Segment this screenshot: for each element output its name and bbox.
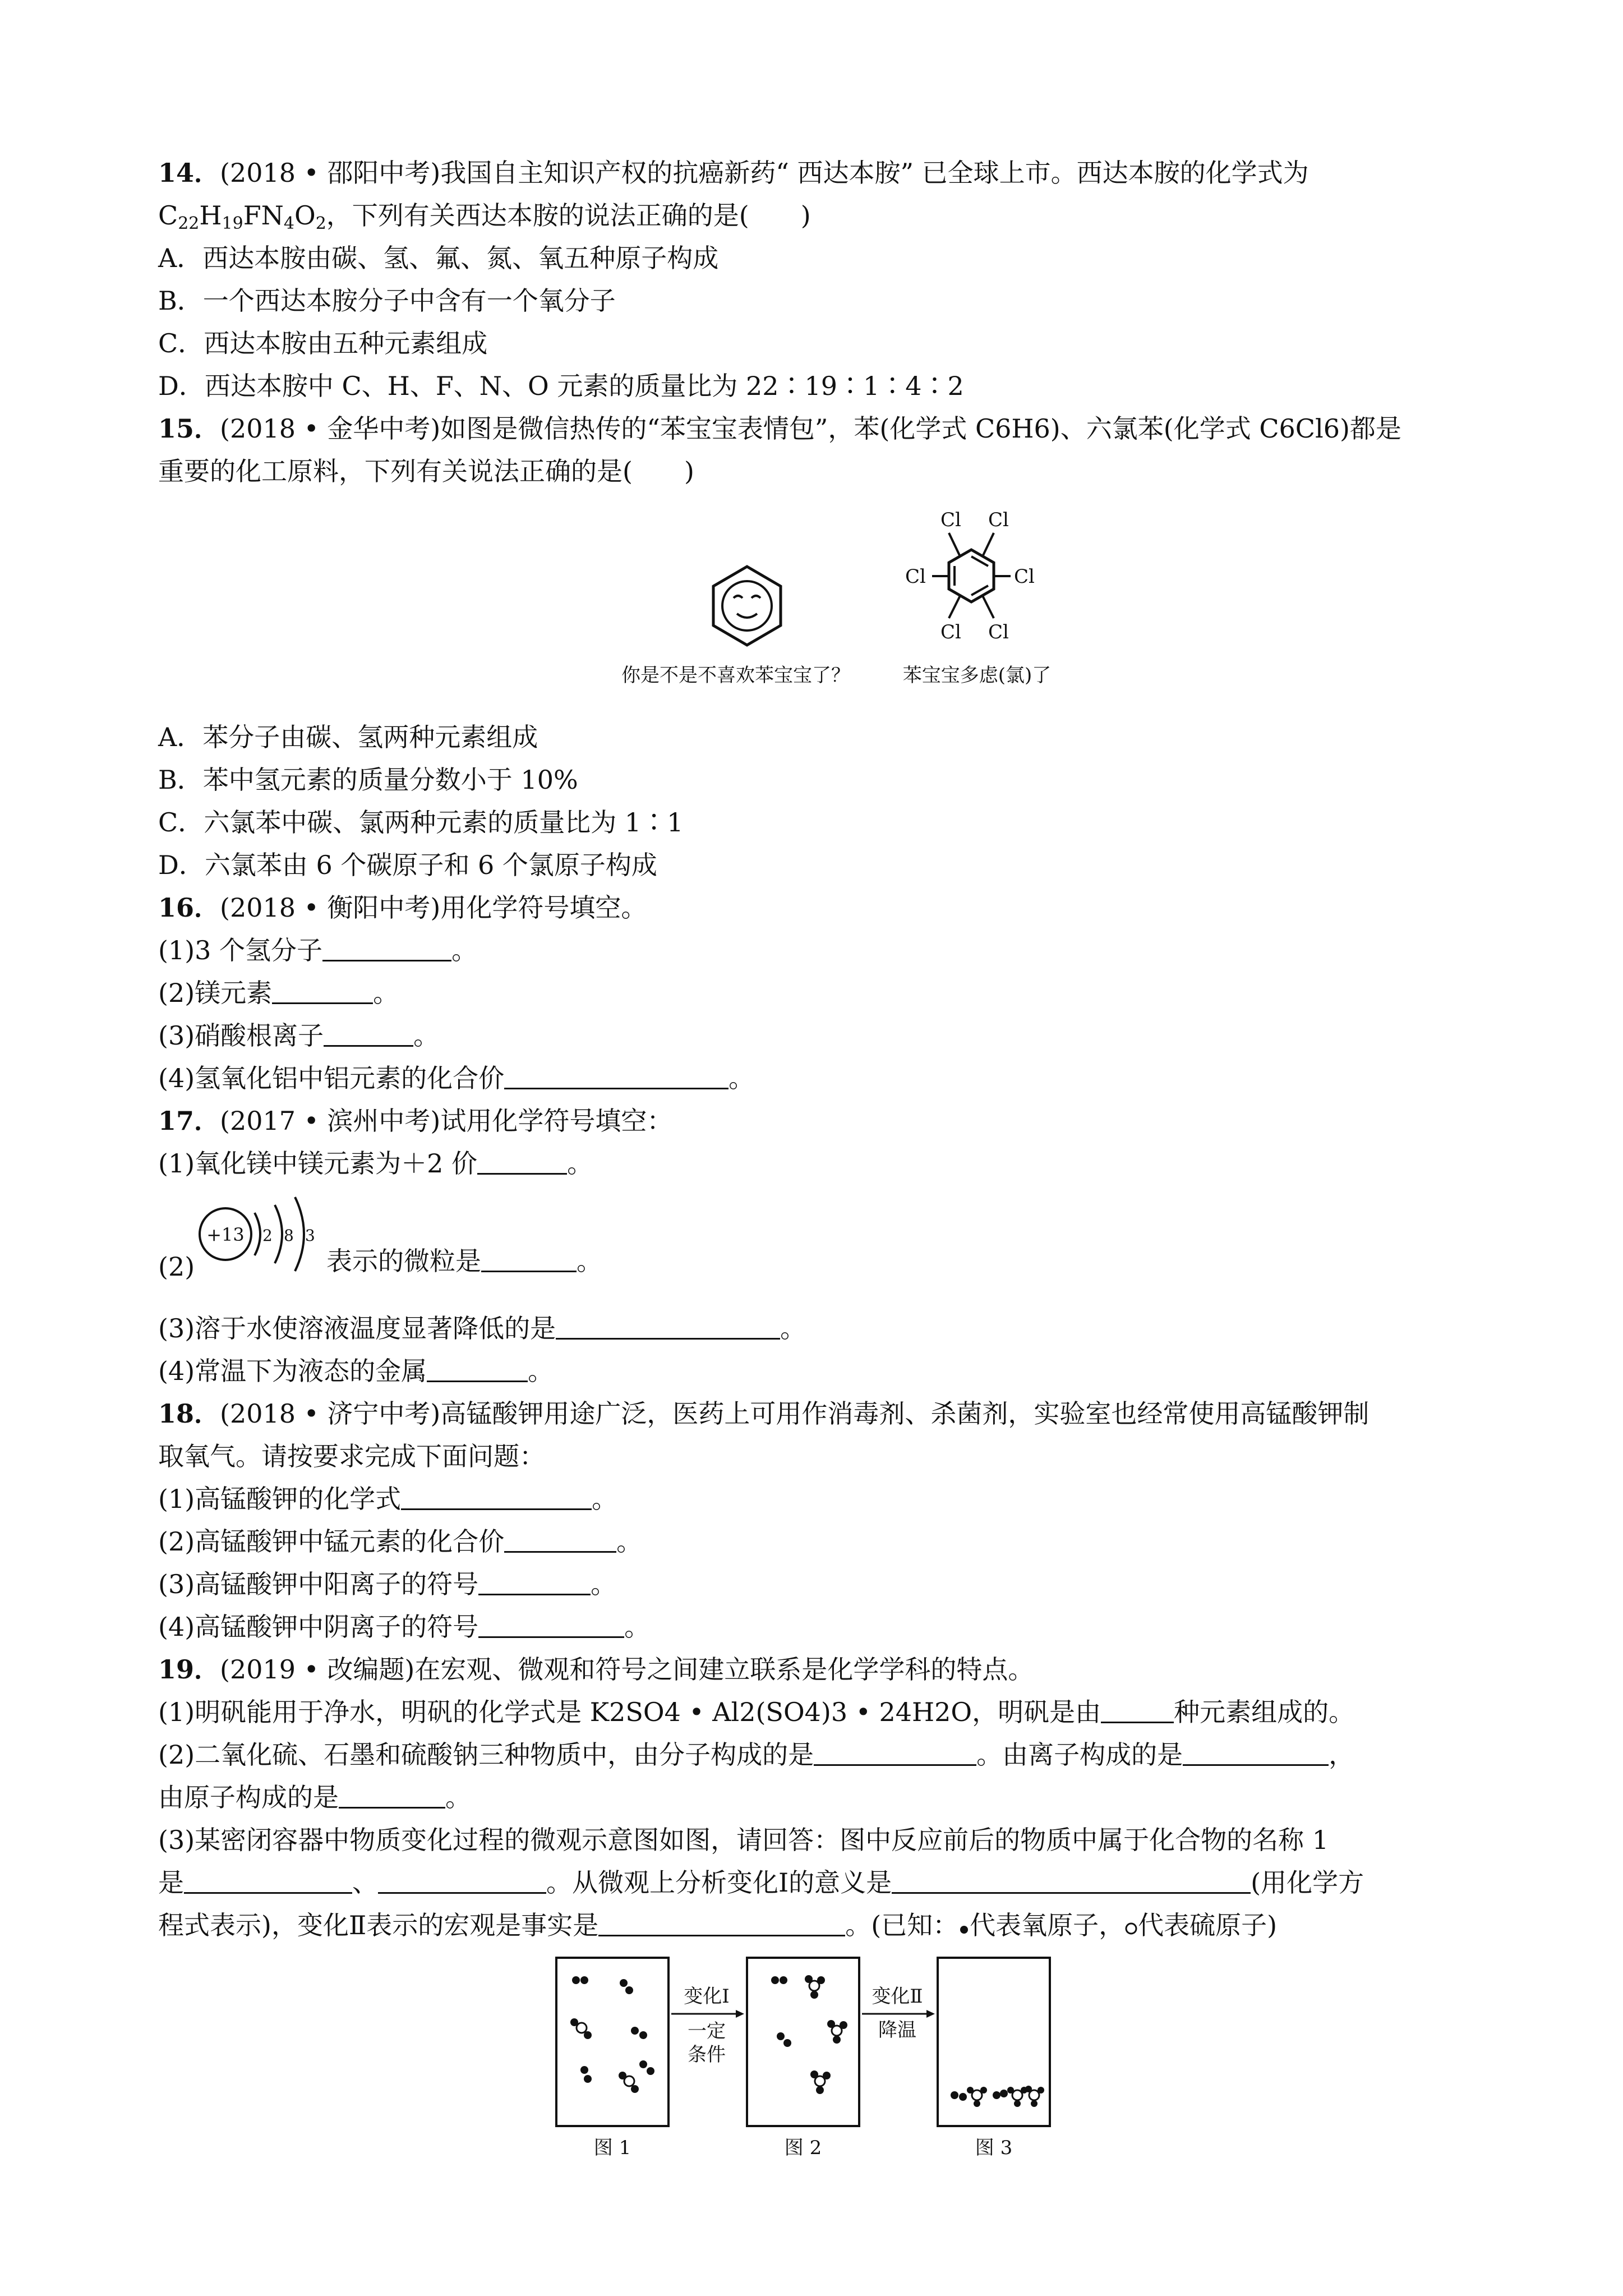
figure-2-molecules xyxy=(771,1975,847,2094)
q14-line2 xyxy=(158,194,811,237)
cl-label: Cl xyxy=(940,621,961,643)
q16-number: 16． xyxy=(158,892,220,923)
q19-item-3-line3: 程式表示)，变化Ⅱ表示的宏观是事实是 。(已知： 代表氧原子， 代表硫原子) xyxy=(158,1910,1278,1940)
q19-item-2-line2: 由原子构成的是 。 xyxy=(158,1782,471,1812)
oxygen-atom-icon xyxy=(958,1916,970,1936)
aluminium-atom-structure-icon xyxy=(192,1189,332,1290)
q14-stem-tail: ，下列有关西达本胺的说法正确的是( ) xyxy=(326,200,811,231)
q16-item-3: (3)硝酸根离子 。 xyxy=(158,1020,440,1051)
q15-option-b: B．苯中氢元素的质量分数小于 10% xyxy=(158,765,578,795)
answer-blank[interactable] xyxy=(478,1614,624,1638)
cl-label: Cl xyxy=(988,509,1009,531)
q19-item-1: (1)明矾能用于净水，明矾的化学式是 K2SO4 • Al2(SO4)3 • 24H2O，明矾是由 种元素组成的。 xyxy=(158,1697,1355,1727)
q14-formula: $C_{22}H_{19}FN_4O_2$ xyxy=(158,200,326,233)
answer-blank[interactable] xyxy=(1183,1742,1329,1766)
q18-item-2: (2)高锰酸钾中锰元素的化合价 。 xyxy=(158,1526,643,1557)
condition-2-label: 降温 xyxy=(878,2019,916,2041)
q16-item-1: (1)3 个氢分子 。 xyxy=(158,935,478,965)
q15-option-d: D．六氯苯由 6 个碳原子和 6 个氯原子构成 xyxy=(158,850,657,880)
q15-option-c: C．六氯苯中碳、氯两种元素的质量比为 1∶1 xyxy=(158,807,684,838)
answer-blank[interactable] xyxy=(478,1571,591,1595)
cl-label: Cl xyxy=(988,621,1009,643)
figure-2-box xyxy=(747,1958,859,2126)
q17-source: (2017 • 滨州中考) xyxy=(220,1106,441,1136)
q14-option-a: A．西达本胺由碳、氢、氟、氮、氧五种原子构成 xyxy=(158,243,719,273)
q14-option-b: B．一个西达本胺分子中含有一个氧分子 xyxy=(158,286,616,316)
svg-text:8: 8 xyxy=(284,1226,294,1245)
cl-label: Cl xyxy=(1014,565,1035,588)
q14-option-c: C．西达本胺由五种元素组成 xyxy=(158,328,488,358)
q15-source: (2018 • 金华中考) xyxy=(220,413,441,444)
q19-number: 19． xyxy=(158,1654,220,1685)
q19-item-2-line1: (2)二氧化硫、石墨和硫酸钠三种物质中，由分子构成的是 。由离子构成的是 ， xyxy=(158,1740,1355,1770)
answer-blank[interactable] xyxy=(401,1486,592,1510)
cl-label: Cl xyxy=(940,509,961,531)
q17-item-2: (2) +13 2 8 3 表示的微粒是 。 xyxy=(158,1189,831,1296)
answer-blank[interactable] xyxy=(427,1358,528,1382)
answer-blank[interactable] xyxy=(1101,1699,1174,1723)
hexachlorobenzene-caption: 苯宝宝多虑(氯)了 xyxy=(902,664,1052,687)
q17-item-1: (1)氧化镁中镁元素为＋2 价 。 xyxy=(158,1148,593,1179)
q14-line1 xyxy=(158,151,1309,194)
figure-1-molecules xyxy=(570,1976,654,2093)
q16-item-2: (2)镁元素 。 xyxy=(158,978,399,1008)
condition-1-label: 条件 xyxy=(688,2044,726,2066)
q18-stem: 高锰酸钾用途广泛，医药上可用作消毒剂、杀菌剂，实验室也经常使用高锰酸钾制 xyxy=(440,1398,1370,1429)
q15-number: 15． xyxy=(158,413,220,444)
answer-blank[interactable] xyxy=(322,937,451,961)
cl-label: Cl xyxy=(905,565,926,588)
benzene-emoji-icon xyxy=(713,567,781,645)
q19-item-3-line1: (3)某密闭容器中物质变化过程的微观示意图如图，请回答：图中反应前后的物质中属于化合物的名称 1 xyxy=(158,1825,1329,1855)
answer-blank[interactable] xyxy=(481,1248,577,1272)
q18-item-3: (3)高锰酸钾中阳离子的符号 。 xyxy=(158,1569,617,1599)
q19-stem-line xyxy=(158,1648,1034,1691)
figure-3-caption: 图 3 xyxy=(975,2137,1013,2159)
q17-number: 17． xyxy=(158,1106,220,1136)
q14-stem: 我国自主知识产权的抗癌新药“ 西达本胺” 已全球上市。西达本胺的化学式为 xyxy=(440,158,1309,188)
benzene-figure xyxy=(621,494,1257,687)
q16-stem-line xyxy=(158,886,647,929)
answer-blank[interactable] xyxy=(184,1870,352,1894)
q17-item-4: (4)常温下为液态的金属 。 xyxy=(158,1356,554,1386)
q15-line2: 重要的化工原料，下列有关说法正确的是( ) xyxy=(158,456,694,486)
q17-stem-line xyxy=(158,1099,672,1142)
q18-number: 18． xyxy=(158,1398,220,1429)
q14-source: (2018 • 邵阳中考) xyxy=(220,158,441,188)
q14-number: 14． xyxy=(158,158,220,188)
change-2-label: 变化Ⅱ xyxy=(872,1985,923,2008)
condition-1-label: 一定 xyxy=(688,2020,726,2042)
q18-line2: 取氧气。请按要求完成下面问题： xyxy=(158,1441,545,1471)
answer-blank[interactable] xyxy=(814,1742,976,1766)
answer-blank[interactable] xyxy=(504,1529,616,1553)
benzene-caption: 你是不是不喜欢苯宝宝了？ xyxy=(621,664,850,687)
q18-source: (2018 • 济宁中考) xyxy=(220,1398,441,1429)
q18-line1 xyxy=(158,1392,1369,1435)
figure-1-caption: 图 1 xyxy=(593,2137,631,2159)
q15-option-a: A．苯分子由碳、氢两种元素组成 xyxy=(158,722,538,752)
q19-source: (2019 • 改编题) xyxy=(220,1654,415,1685)
sulfur-atom-icon xyxy=(1124,1916,1138,1936)
figure-2-caption: 图 2 xyxy=(784,2137,822,2159)
q15-line1 xyxy=(158,407,1401,450)
q17-stem: 试用化学符号填空： xyxy=(440,1106,673,1136)
q16-item-4: (4)氢氧化铝中铝元素的化合价 。 xyxy=(158,1063,755,1093)
answer-blank[interactable] xyxy=(339,1784,445,1809)
answer-blank[interactable] xyxy=(556,1315,780,1340)
q19-stem: 在宏观、微观和符号之间建立联系是化学学科的特点。 xyxy=(414,1654,1034,1685)
answer-blank[interactable] xyxy=(892,1870,1251,1894)
svg-text:2: 2 xyxy=(262,1226,273,1245)
svg-text:+13: +13 xyxy=(206,1224,245,1245)
answer-blank[interactable] xyxy=(378,1870,546,1894)
hexachlorobenzene-structure-icon xyxy=(905,509,1035,643)
q19-item-3-line2: 是 、 。从微观上分析变化Ⅰ的意义是 (用化学方 xyxy=(158,1867,1364,1898)
q18-item-4: (4)高锰酸钾中阴离子的符号 。 xyxy=(158,1612,651,1642)
change-1-label: 变化Ⅰ xyxy=(684,1985,730,2008)
q14-option-d: D．西达本胺中 C、H、F、N、O 元素的质量比为 22∶19∶1∶4∶2 xyxy=(158,371,964,401)
answer-blank[interactable] xyxy=(477,1151,567,1175)
q17-item-3: (3)溶于水使溶液温度显著降低的是 。 xyxy=(158,1313,806,1343)
answer-blank[interactable] xyxy=(272,980,373,1004)
q15-stem: 如图是微信热传的“苯宝宝表情包”，苯(化学式 C6H6)、六氯苯(化学式 C6Cl6)都是 xyxy=(440,413,1401,444)
q16-stem: 用化学符号填空。 xyxy=(440,892,647,923)
answer-blank[interactable] xyxy=(324,1023,413,1047)
answer-blank[interactable] xyxy=(504,1065,728,1089)
q18-item-1: (1)高锰酸钾的化学式 。 xyxy=(158,1484,618,1514)
figure-1-box xyxy=(556,1958,668,2126)
svg-text:3: 3 xyxy=(305,1226,315,1245)
figure-3-molecules xyxy=(951,2086,1044,2107)
reaction-microscopic-diagram xyxy=(551,1952,1112,2165)
q16-source: (2018 • 衡阳中考) xyxy=(220,892,441,923)
answer-blank[interactable] xyxy=(598,1912,845,1936)
